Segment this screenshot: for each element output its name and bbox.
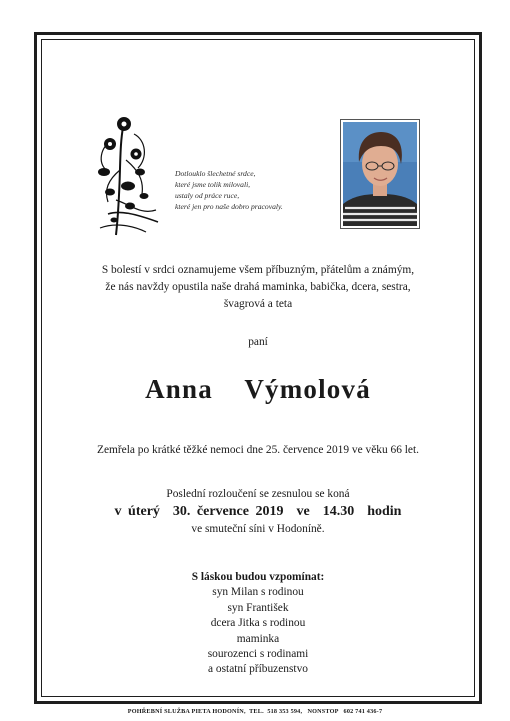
verse-line: ustaly od práce ruce, [175, 191, 240, 200]
farewell-info [41, 487, 475, 537]
portrait-photo [340, 119, 420, 229]
portrait-image [343, 122, 417, 226]
mourners-list [41, 570, 475, 678]
mourner-item: sourozenci s rodinami [207, 648, 309, 661]
mourner-item: dcera Jitka s rodinou [210, 617, 306, 630]
announcement-text [41, 262, 475, 313]
mourner-item: syn Milan s rodinou [212, 586, 304, 599]
mourner-item: a ostatní příbuzenstvo [208, 663, 308, 676]
mourner-item: maminka [236, 632, 280, 645]
farewell-place: ve smuteční síni v Hodoníně. [191, 523, 325, 535]
farewell-datetime: v úterý 30. července 2019 ve 14.30 hodin [114, 504, 402, 519]
mourner-item: syn František [227, 601, 289, 614]
verse-line: které jsme tolik milovali, [175, 180, 251, 189]
verse-line: Dotlouklo šlechetné srdce, [175, 169, 256, 178]
death-notice: Zemřela po krátké těžké nemoci dne 25. července 2019 ve věku 66 let. [97, 444, 419, 456]
announcement-line: že nás navždy opustila naše drahá maminka, babička, dcera, sestra, [105, 281, 411, 293]
verse-line: které jen pro naše dobro pracovaly. [175, 202, 283, 211]
title-word: paní [248, 336, 268, 348]
rose-cross-ornament-icon [86, 110, 166, 242]
funeral-service-footer: POHŘEBNÍ SLUŽBA PIETA HODONÍN, TEL. 518 353 594, NONSTOP 602 741 436-7 [127, 708, 383, 715]
mourners-heading: S láskou budou vzpomínat: [191, 571, 325, 583]
deceased-name: Anna Výmolová [145, 374, 371, 404]
farewell-intro: Poslední rozloučení se zesnulou se koná [166, 488, 350, 500]
announcement-line: S bolestí v srdci oznamujeme všem příbuzným, přátelům a známým, [101, 264, 415, 276]
memorial-verse [175, 168, 335, 212]
announcement-line: švagrová a teta [223, 298, 293, 310]
